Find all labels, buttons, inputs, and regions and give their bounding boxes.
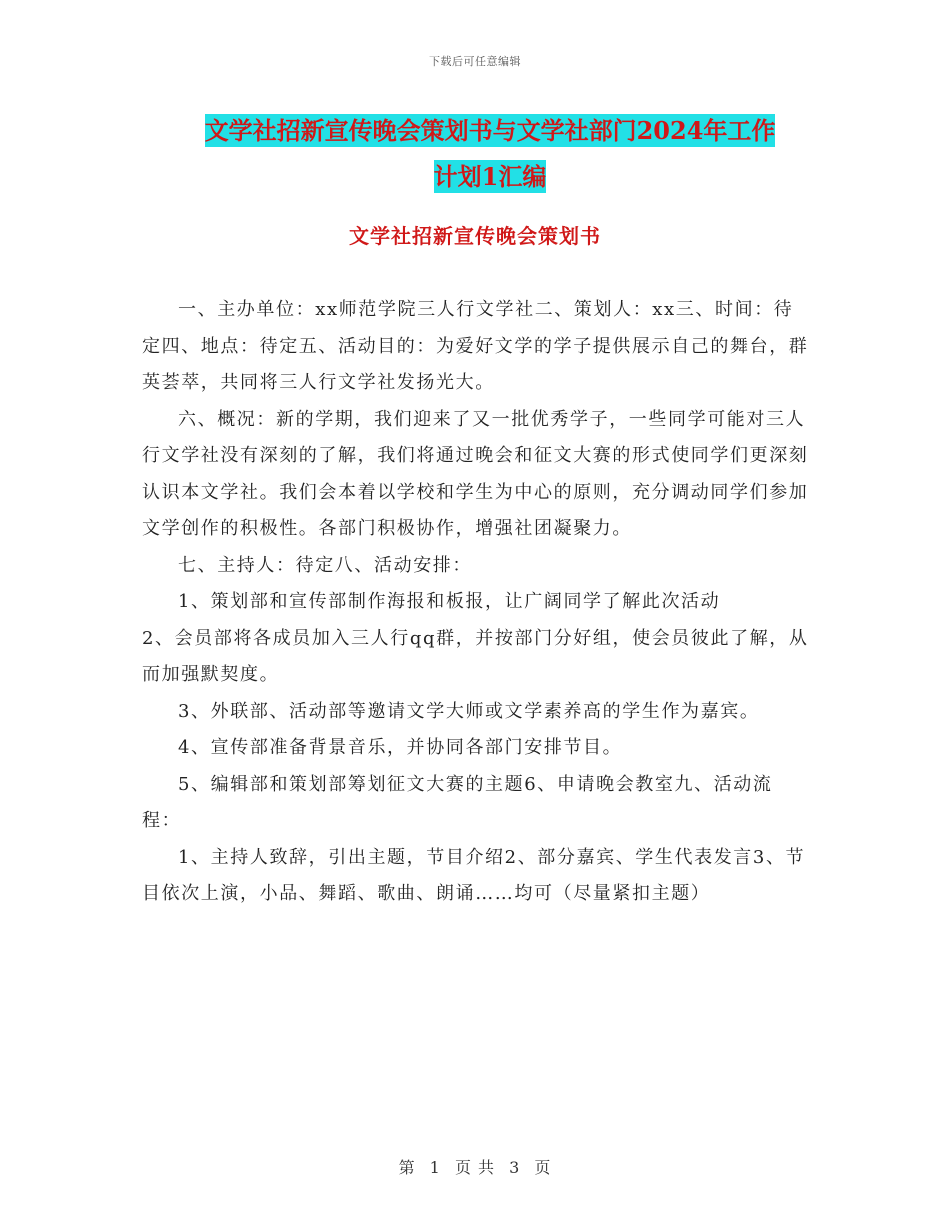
footer-total-pages: 3: [509, 1158, 521, 1177]
paragraph-arrangement-3: 3、外联部、活动部等邀请文学大师或文学素养高的学生作为嘉宾。: [178, 700, 760, 722]
document-title-line1: 文学社招新宣传晚会策划书与文学社部门2024年工作: [204, 116, 776, 145]
document-title-line2: 计划1汇编: [433, 162, 547, 191]
footer-middle: 页 共: [454, 1158, 496, 1177]
footer-page-number: 1: [429, 1158, 441, 1177]
body-text: [142, 292, 810, 913]
paragraph-process: 1、主持人致辞，引出主题，节目介绍2、部分嘉宾、学生代表发言3、节目依次上演，小品、舞蹈、歌曲、朗诵……均可（尽量紧扣主题）: [142, 846, 806, 904]
paragraph-arrangement-2: 2、会员部将各成员加入三人行qq群，并按部门分好组，使会员彼此了解，从而加强默契度。: [142, 627, 809, 685]
paragraph-arrangement-1: 1、策划部和宣传部制作海报和板报，让广阔同学了解此次活动: [178, 591, 721, 612]
footer-suffix: 页: [534, 1158, 552, 1177]
paragraph-basic-info: 一、主办单位：xx师范学院三人行文学社二、策划人：xx三、时间：待定四、地点：待定五、活动目的：为爱好文学的学子提供展示自己的舞台，群英荟萃，共同将三人行文学社发扬光大。: [142, 299, 809, 393]
document-title: [140, 108, 840, 200]
page-footer: [0, 1155, 950, 1178]
page-header-note: 下载后可任意编辑: [429, 55, 521, 68]
paragraph-overview: 六、概况：新的学期，我们迎来了又一批优秀学子，一些同学可能对三人行文学社没有深刻的了解，我们将通过晚会和征文大赛的形式使同学们更深刻认识本文学社。我们会本着以学校和学生为中心的原则，充分调动同学们参加文学创作的积极性。各部门积极协作，增强社团凝聚力。: [142, 408, 809, 539]
paragraph-host-arrangement: 七、主持人：待定八、活动安排：: [178, 554, 472, 576]
footer-prefix: 第: [398, 1158, 416, 1177]
section-title: 文学社招新宣传晚会策划书: [349, 224, 601, 248]
paragraph-arrangement-5: 5、编辑部和策划部筹划征文大赛的主题6、申请晚会教室九、活动流程：: [142, 773, 773, 831]
paragraph-arrangement-4: 4、宣传部准备背景音乐，并协同各部门安排节目。: [178, 737, 623, 758]
